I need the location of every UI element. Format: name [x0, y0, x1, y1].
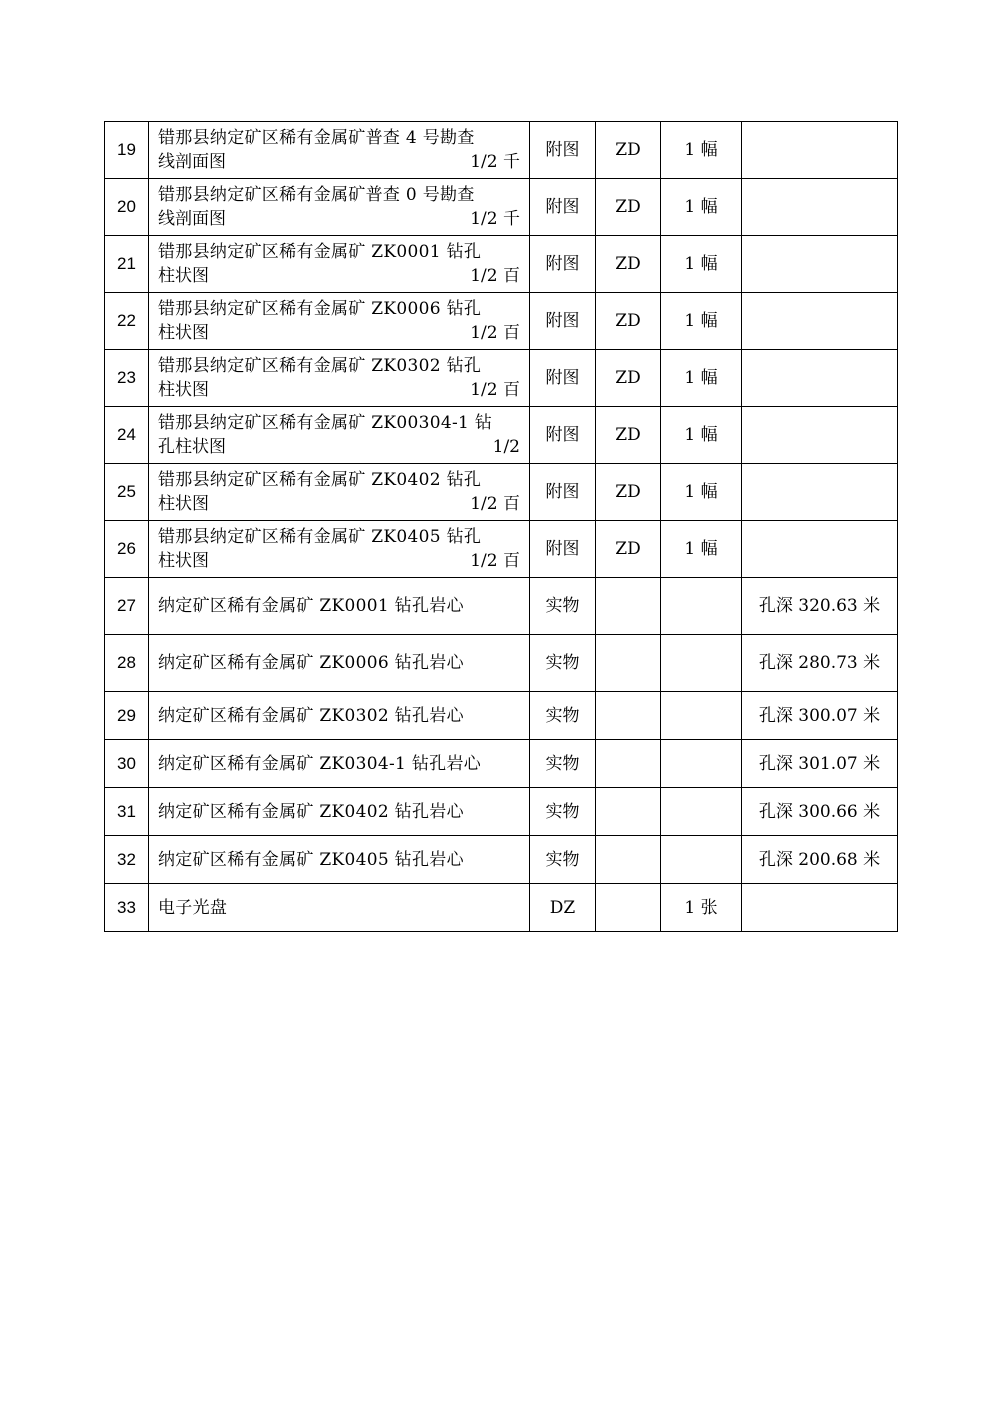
item-remark	[742, 521, 898, 578]
row-number: 30	[105, 740, 149, 788]
item-name-line2: 线剖面图	[158, 152, 226, 172]
item-code: ZD	[596, 122, 661, 179]
item-name	[149, 884, 530, 932]
item-name-line1: 错那县纳定矿区稀有金属矿 ZK0302 钻孔	[158, 356, 482, 376]
item-name-line1: 纳定矿区稀有金属矿 ZK0302 钻孔岩心	[158, 705, 464, 726]
item-name	[149, 578, 530, 635]
item-name-line2: 柱状图	[158, 380, 209, 400]
item-name	[149, 464, 530, 521]
item-type: 附图	[530, 464, 596, 521]
item-quantity: 1 幅	[661, 236, 742, 293]
item-type: 附图	[530, 179, 596, 236]
table-row	[105, 635, 898, 692]
item-name-line1: 错那县纳定矿区稀有金属矿 ZK0402 钻孔	[158, 470, 482, 490]
item-quantity	[661, 836, 742, 884]
item-type: 附图	[530, 521, 596, 578]
item-code: ZD	[596, 293, 661, 350]
item-quantity: 1 幅	[661, 407, 742, 464]
table-row	[105, 350, 898, 407]
item-scale: 1/2 百	[470, 380, 520, 400]
item-type: 附图	[530, 350, 596, 407]
row-number: 33	[105, 884, 149, 932]
table-row	[105, 236, 898, 293]
item-remark: 孔深 200.68 米	[742, 836, 898, 884]
table-row	[105, 884, 898, 932]
item-code: ZD	[596, 464, 661, 521]
item-scale: 1/2 千	[470, 209, 520, 229]
row-number: 20	[105, 179, 149, 236]
item-type: 实物	[530, 635, 596, 692]
item-type: 附图	[530, 122, 596, 179]
item-quantity: 1 幅	[661, 521, 742, 578]
item-name-line1: 电子光盘	[158, 897, 228, 918]
item-type: 实物	[530, 578, 596, 635]
item-quantity	[661, 578, 742, 635]
table-row	[105, 692, 898, 740]
item-code: ZD	[596, 350, 661, 407]
item-remark: 孔深 320.63 米	[742, 578, 898, 635]
item-name	[149, 692, 530, 740]
item-scale: 1/2	[492, 437, 520, 457]
item-name	[149, 293, 530, 350]
item-quantity: 1 幅	[661, 179, 742, 236]
item-code: ZD	[596, 179, 661, 236]
item-scale: 1/2 百	[470, 323, 520, 343]
item-type: DZ	[530, 884, 596, 932]
item-remark: 孔深 300.07 米	[742, 692, 898, 740]
item-code: ZD	[596, 521, 661, 578]
table-row	[105, 740, 898, 788]
item-type: 实物	[530, 788, 596, 836]
item-quantity: 1 幅	[661, 464, 742, 521]
table-row	[105, 836, 898, 884]
item-remark	[742, 350, 898, 407]
item-name-line2: 线剖面图	[158, 209, 226, 229]
row-number: 29	[105, 692, 149, 740]
table-row	[105, 122, 898, 179]
row-number: 28	[105, 635, 149, 692]
item-name	[149, 740, 530, 788]
item-name-line1: 错那县纳定矿区稀有金属矿 ZK0001 钻孔	[158, 242, 482, 262]
item-name	[149, 122, 530, 179]
item-quantity	[661, 740, 742, 788]
table-row	[105, 179, 898, 236]
materials-inventory-table	[104, 121, 898, 932]
item-name	[149, 407, 530, 464]
item-name-line1: 错那县纳定矿区稀有金属矿 ZK00304-1 钻	[158, 413, 493, 433]
item-scale: 1/2 百	[470, 551, 520, 571]
item-remark	[742, 236, 898, 293]
row-number: 31	[105, 788, 149, 836]
item-name-line1: 纳定矿区稀有金属矿 ZK0402 钻孔岩心	[158, 801, 464, 822]
row-number: 32	[105, 836, 149, 884]
item-name	[149, 350, 530, 407]
item-code	[596, 635, 661, 692]
row-number: 22	[105, 293, 149, 350]
item-type: 实物	[530, 836, 596, 884]
item-name-line1: 纳定矿区稀有金属矿 ZK0405 钻孔岩心	[158, 849, 464, 870]
item-name-line1: 纳定矿区稀有金属矿 ZK0001 钻孔岩心	[158, 596, 464, 616]
item-name-line1: 纳定矿区稀有金属矿 ZK0304-1 钻孔岩心	[158, 753, 482, 774]
item-name-line2: 柱状图	[158, 551, 209, 571]
row-number: 25	[105, 464, 149, 521]
item-remark	[742, 179, 898, 236]
item-remark	[742, 293, 898, 350]
item-type: 实物	[530, 692, 596, 740]
row-number: 26	[105, 521, 149, 578]
item-name	[149, 788, 530, 836]
item-code	[596, 692, 661, 740]
item-code: ZD	[596, 407, 661, 464]
item-name-line1: 纳定矿区稀有金属矿 ZK0006 钻孔岩心	[158, 653, 464, 673]
item-remark: 孔深 300.66 米	[742, 788, 898, 836]
item-quantity	[661, 788, 742, 836]
item-scale: 1/2 百	[470, 266, 520, 286]
item-quantity: 1 幅	[661, 293, 742, 350]
item-name-line2: 孔柱状图	[158, 437, 226, 457]
row-number: 21	[105, 236, 149, 293]
item-code	[596, 578, 661, 635]
item-remark	[742, 464, 898, 521]
item-name	[149, 179, 530, 236]
item-name-line1: 错那县纳定矿区稀有金属矿 ZK0006 钻孔	[158, 299, 482, 319]
item-type: 附图	[530, 407, 596, 464]
item-name	[149, 521, 530, 578]
item-remark: 孔深 301.07 米	[742, 740, 898, 788]
table-row	[105, 788, 898, 836]
item-name-line2: 柱状图	[158, 323, 209, 343]
item-quantity: 1 幅	[661, 350, 742, 407]
table-row	[105, 293, 898, 350]
item-quantity	[661, 635, 742, 692]
row-number: 23	[105, 350, 149, 407]
item-quantity: 1 幅	[661, 122, 742, 179]
item-name-line2: 柱状图	[158, 266, 209, 286]
table-row	[105, 521, 898, 578]
item-remark	[742, 122, 898, 179]
item-remark	[742, 407, 898, 464]
item-remark	[742, 884, 898, 932]
item-code	[596, 836, 661, 884]
item-type: 附图	[530, 293, 596, 350]
item-quantity: 1 张	[661, 884, 742, 932]
row-number: 27	[105, 578, 149, 635]
item-name-line1: 错那县纳定矿区稀有金属矿普查 0 号勘查	[158, 185, 475, 205]
item-name-line1: 错那县纳定矿区稀有金属矿 ZK0405 钻孔	[158, 527, 482, 547]
item-scale: 1/2 千	[470, 152, 520, 172]
item-type: 附图	[530, 236, 596, 293]
item-code	[596, 740, 661, 788]
item-code	[596, 788, 661, 836]
item-remark: 孔深 280.73 米	[742, 635, 898, 692]
item-name-line1: 错那县纳定矿区稀有金属矿普查 4 号勘查	[158, 128, 475, 148]
table-row	[105, 464, 898, 521]
item-name	[149, 236, 530, 293]
item-name-line2: 柱状图	[158, 494, 209, 514]
item-name	[149, 836, 530, 884]
table-row	[105, 407, 898, 464]
table-row	[105, 578, 898, 635]
row-number: 24	[105, 407, 149, 464]
item-code	[596, 884, 661, 932]
item-type: 实物	[530, 740, 596, 788]
row-number: 19	[105, 122, 149, 179]
item-code: ZD	[596, 236, 661, 293]
item-quantity	[661, 692, 742, 740]
item-scale: 1/2 百	[470, 494, 520, 514]
item-name	[149, 635, 530, 692]
